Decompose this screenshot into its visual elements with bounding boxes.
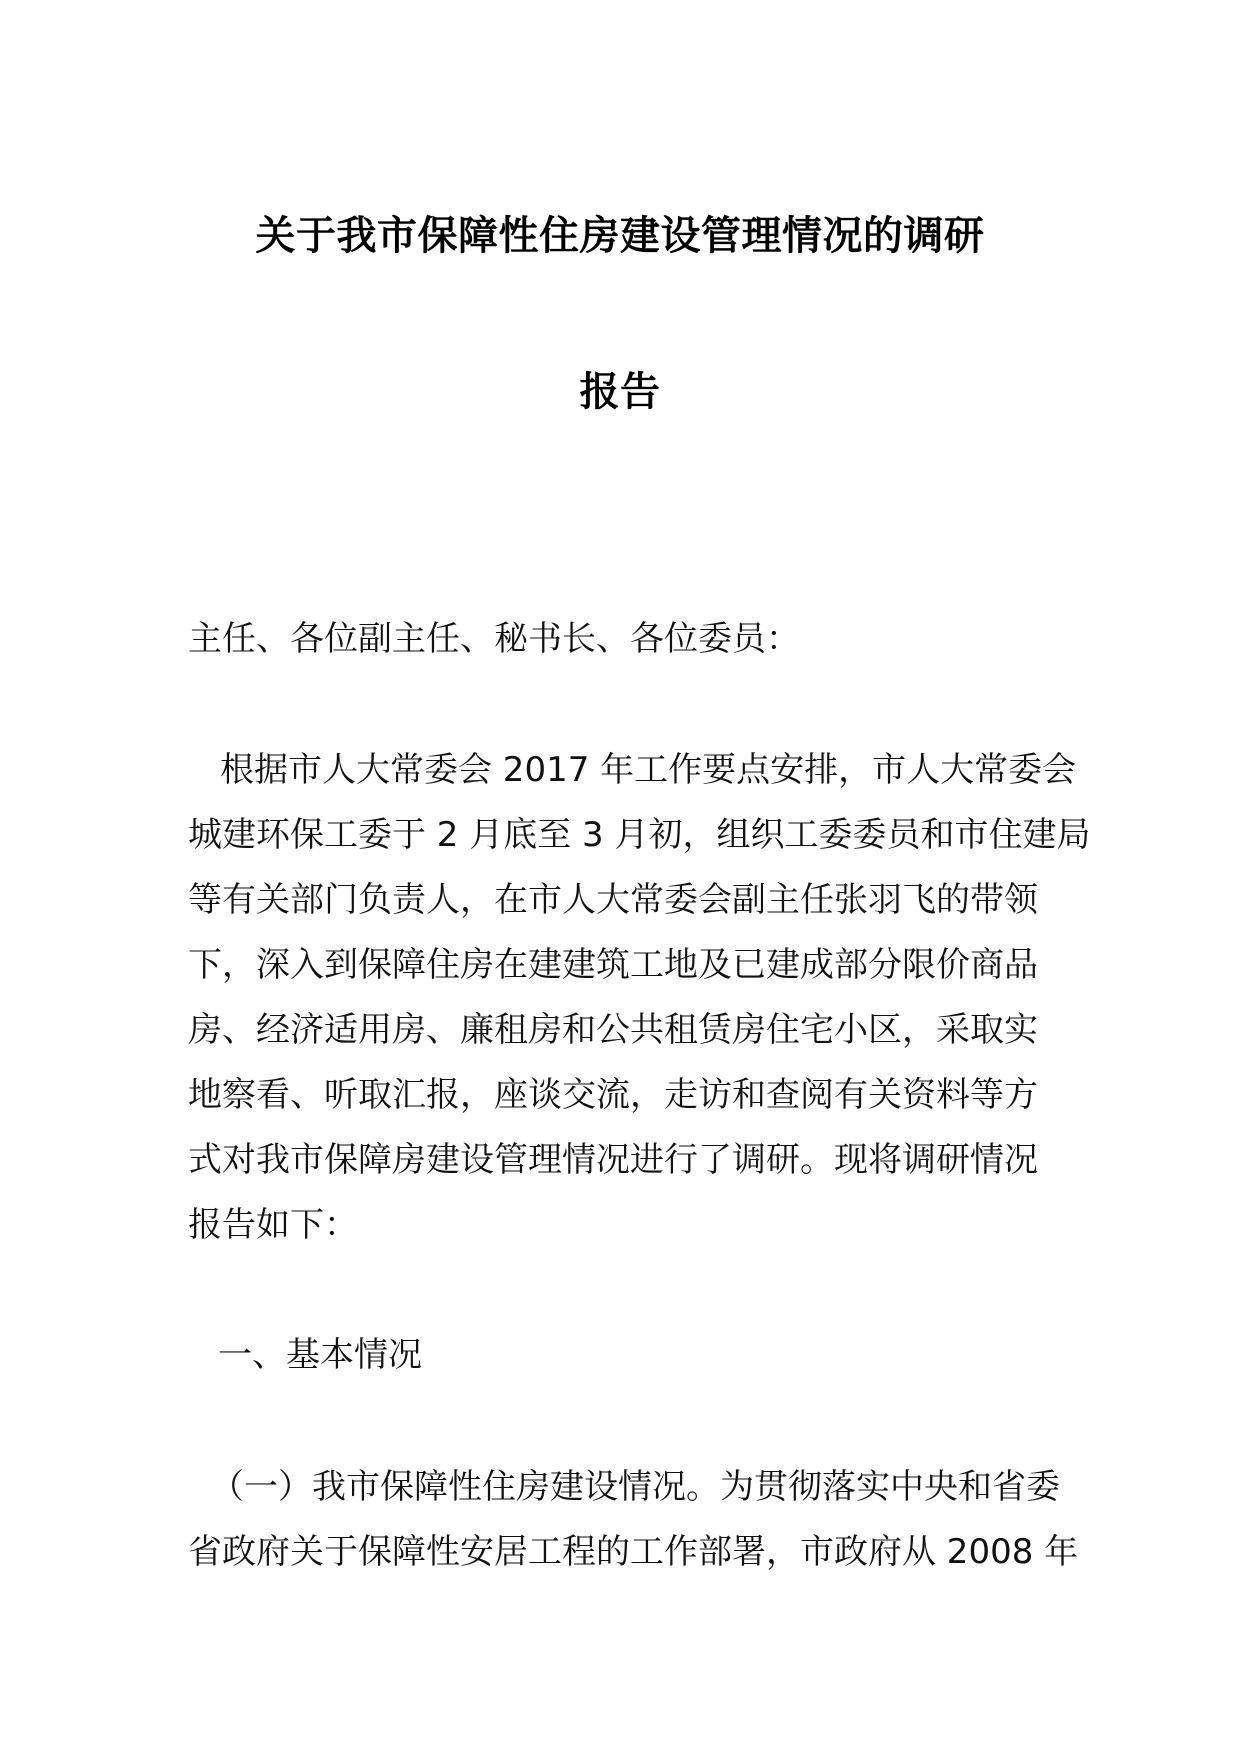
greeting-line: 主任、各位副主任、秘书长、各位委员： — [188, 619, 800, 659]
document-title-line-2: 报告 — [579, 369, 661, 415]
subsection-line-2: 省政府关于保障性安居工程的工作部署，市政府从 2008 年 — [188, 1532, 1079, 1572]
intro-paragraph-line-7: 式对我市保障房建设管理情况进行了调研。现将调研情况 — [188, 1140, 1038, 1180]
intro-paragraph-line-3: 等有关部门负责人，在市人大常委会副主任张羽飞的带领 — [188, 880, 1038, 920]
intro-paragraph-line-4: 下，深入到保障住房在建建筑工地及已建成部分限价商品 — [188, 945, 1038, 985]
subsection-line-1: （一）我市保障性住房建设情况。为贯彻落实中央和省委 — [210, 1467, 1060, 1507]
section-heading-basic-situation: 一、基本情况 — [218, 1335, 422, 1375]
intro-paragraph-line-2: 城建环保工委于 2 月底至 3 月初，组织工委委员和市住建局 — [188, 815, 1091, 855]
intro-paragraph-line-8: 报告如下： — [188, 1205, 358, 1245]
intro-paragraph-line-6: 地察看、听取汇报，座谈交流，走访和查阅有关资料等方 — [188, 1075, 1038, 1115]
intro-paragraph-line-1: 根据市人大常委会 2017 年工作要点安排，市人大常委会 — [220, 750, 1077, 790]
intro-paragraph-line-5: 房、经济适用房、廉租房和公共租赁房住宅小区，采取实 — [188, 1010, 1038, 1050]
document-title-line-1: 关于我市保障性住房建设管理情况的调研 — [255, 213, 985, 259]
